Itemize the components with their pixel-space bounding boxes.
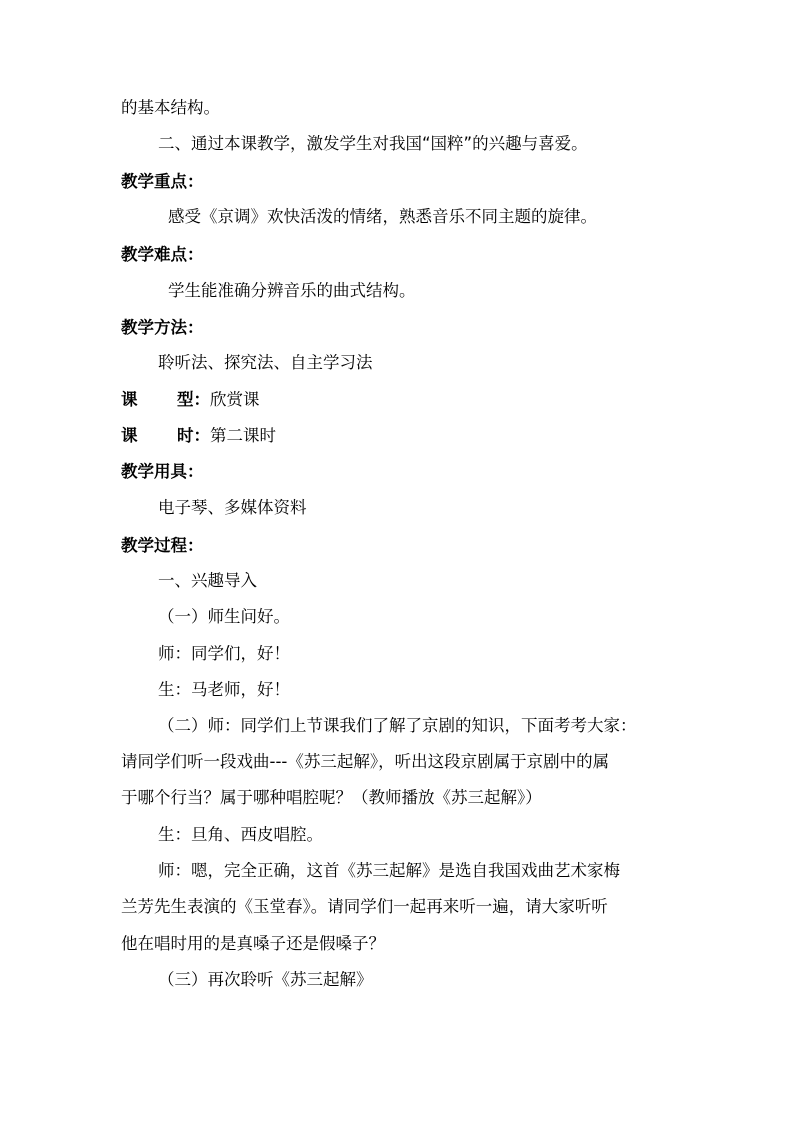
- body-text-line: 二、通过本课教学，激发学生对我国“国粹”的兴趣与喜爱。: [158, 134, 588, 153]
- lesson-type-label-b: 型：: [177, 390, 210, 409]
- body-text-line: 兰芳先生表演的《玉堂春》。请同学们一起再来听一遍，请大家听听: [121, 897, 608, 916]
- body-text-line: 于哪个行当？属于哪种唱腔呢？（教师播放《苏三起解》）: [121, 788, 542, 807]
- body-text-line: 学生能准确分辨音乐的曲式结构。: [168, 281, 416, 300]
- body-text-line: 一、兴趣导入: [158, 571, 257, 590]
- lesson-time-line: [121, 424, 681, 448]
- body-text-line: （一）师生问好。: [158, 607, 290, 626]
- lesson-time-value: 第二课时: [210, 426, 276, 445]
- body-text-line: 师：同学们，好！: [158, 644, 290, 663]
- section-heading-process: 教学过程：: [121, 536, 204, 555]
- section-heading-tools: 教学用具：: [121, 462, 204, 481]
- lesson-time-label-b: 时：: [177, 426, 210, 445]
- body-text-line: （三）再次聆听《苏三起解》: [158, 970, 373, 989]
- body-text-line: 感受《京调》欢快活泼的情绪，熟悉音乐不同主题的旋律。: [168, 207, 597, 226]
- body-text-line: 师：嗯，完全正确，这首《苏三起解》是选自我国戏曲艺术家梅: [158, 861, 620, 880]
- body-text-line: （二）师：同学们上节课我们了解了京剧的知识，下面考考大家：: [158, 716, 637, 735]
- body-text-line: 生：马老师，好！: [158, 680, 290, 699]
- body-text-line: 他在唱时用的是真嗓子还是假嗓子？: [121, 934, 385, 953]
- section-heading-difficulties: 教学难点：: [121, 245, 204, 264]
- section-heading-methods: 教学方法：: [121, 318, 204, 337]
- lesson-type-line: [121, 388, 681, 412]
- body-text-line: 请同学们听一段戏曲---《苏三起解》，听出这段京剧属于京剧中的属: [121, 752, 610, 771]
- lesson-type-label-a: 课: [121, 390, 138, 409]
- body-text-line: 的基本结构。: [121, 98, 220, 117]
- lesson-type-value: 欣赏课: [210, 390, 260, 409]
- body-text-line: 生：旦角、西皮唱腔。: [158, 825, 323, 844]
- body-text-line: 电子琴、多媒体资料: [158, 498, 307, 517]
- section-heading-key-points: 教学重点：: [121, 172, 204, 191]
- lesson-time-label-a: 课: [121, 426, 138, 445]
- body-text-line: 聆听法、探究法、自主学习法: [158, 353, 373, 372]
